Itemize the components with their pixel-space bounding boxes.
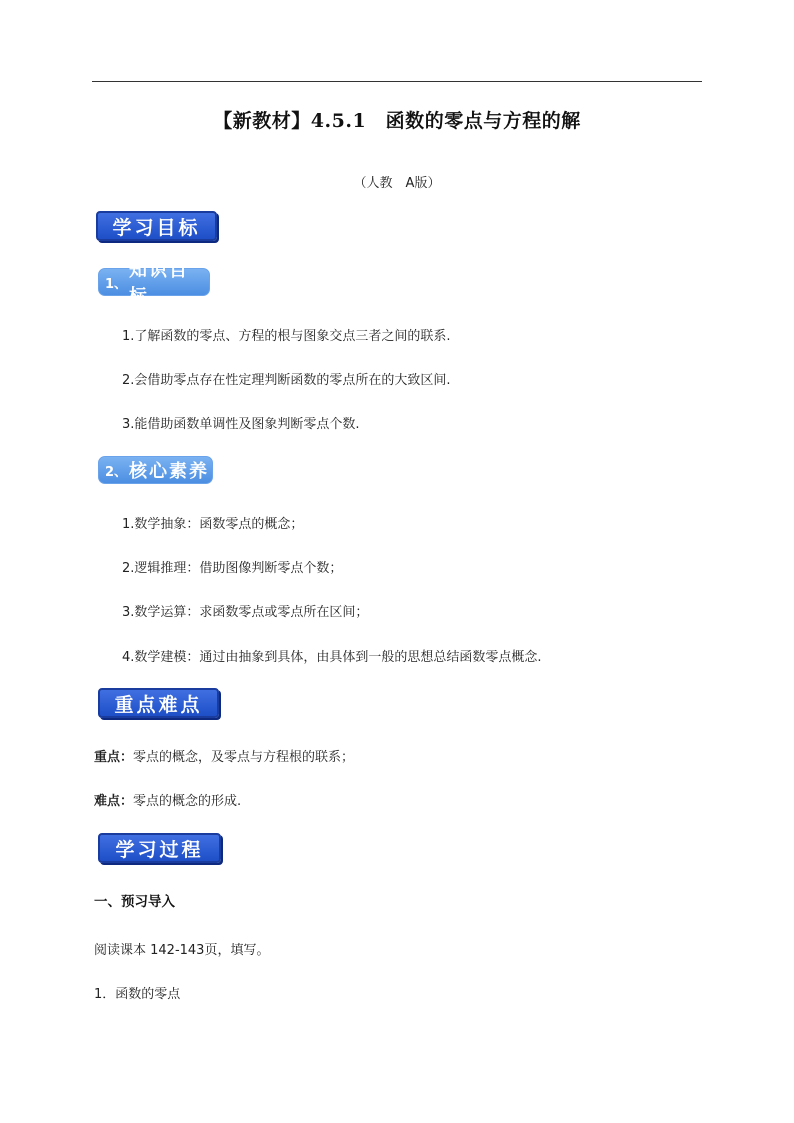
section-banner-study-goals	[96, 211, 217, 241]
knowledge-item: 3.能借助函数单调性及图象判断零点个数.	[122, 417, 360, 432]
section-banner-label: 学习目标	[112, 216, 201, 239]
core-item: 1.数学抽象：函数零点的概念；	[122, 517, 304, 532]
section-banner-key-points	[98, 688, 219, 718]
pill-number: 2、	[105, 464, 128, 480]
difficult-point-text: 零点的概念的形成.	[133, 794, 242, 809]
key-point-text: 零点的概念，及零点与方程根的联系；	[133, 750, 355, 765]
pill-label: 核心素养	[129, 461, 210, 482]
key-point-line	[94, 746, 354, 765]
page-title: 【新教材】4.5.1 函数的零点与方程的解	[213, 110, 581, 132]
core-item: 3.数学运算：求函数零点或零点所在区间；	[122, 605, 369, 620]
core-item: 4.数学建模：通过由抽象到具体，由具体到一般的思想总结函数零点概念.	[122, 650, 542, 665]
key-point-label: 重点：	[94, 750, 134, 765]
function-zero-item: 1．函数的零点	[94, 987, 181, 1002]
preview-heading: 一、预习导入	[94, 894, 175, 910]
subsection-pill-core-literacy	[98, 456, 213, 484]
preview-instruction: 阅读课本 142-143页，填写。	[94, 943, 270, 958]
core-item: 2.逻辑推理：借助图像判断零点个数；	[122, 561, 343, 576]
knowledge-item: 1.了解函数的零点、方程的根与图象交点三者之间的联系.	[122, 329, 451, 344]
pill-number: 1、	[105, 276, 128, 292]
section-banner-study-process	[98, 833, 221, 863]
page-subtitle: （人教 A版）	[353, 176, 441, 191]
section-banner-label: 重点难点	[114, 693, 203, 716]
difficult-point-line	[94, 790, 241, 809]
section-banner-label: 学习过程	[115, 838, 204, 861]
subsection-pill-knowledge-goals	[98, 260, 210, 307]
difficult-point-label: 难点：	[94, 794, 134, 809]
pill-label: 知识目标	[129, 260, 190, 307]
knowledge-item: 2.会借助零点存在性定理判断函数的零点所在的大致区间.	[122, 373, 451, 388]
top-rule	[92, 81, 702, 82]
